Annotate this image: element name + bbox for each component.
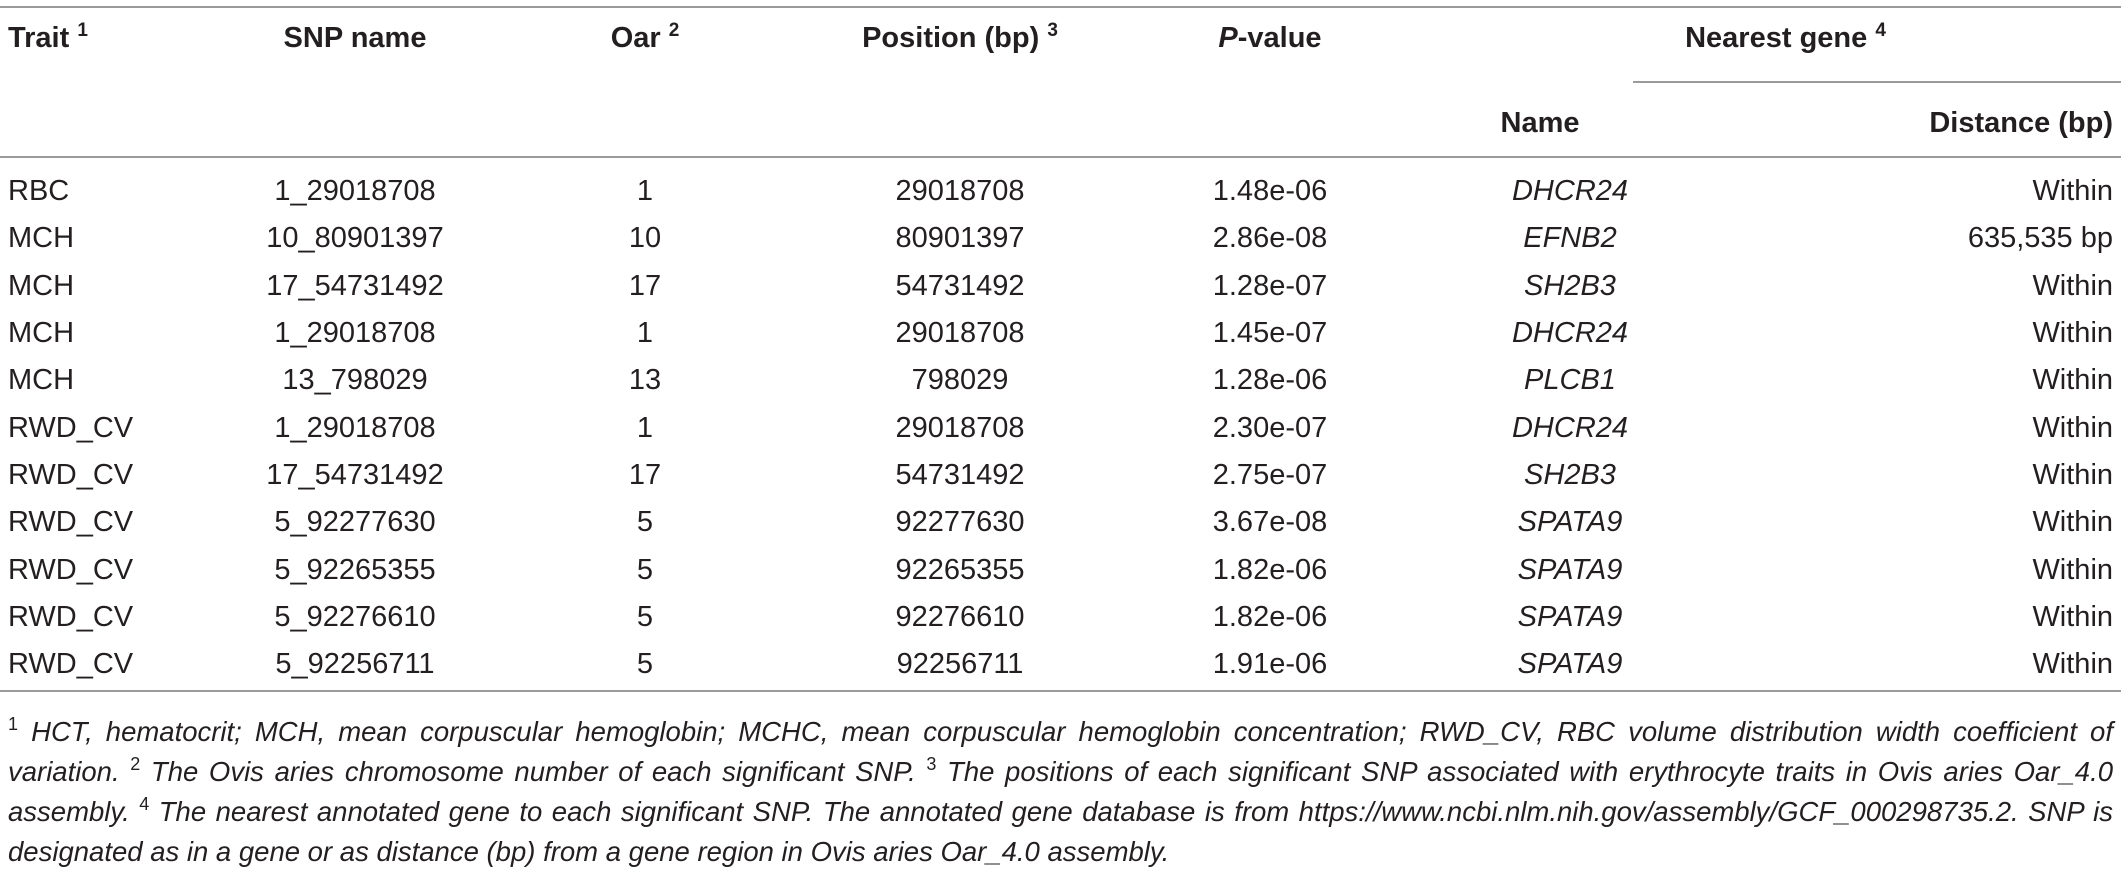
- cell-gene-name: DHCR24: [1511, 317, 1629, 350]
- cell-p-value: 2.30e-07: [1212, 411, 1328, 444]
- cell-p-value: 1.82e-06: [1212, 600, 1328, 633]
- footnote-4: The nearest annotated gene to each significant SNP. The annotated gene database is from https://www.ncbi.nlm.nih.gov/assembly/GCF_000298735.2. SNP is designated as in a gene or as distance (bp) from a gene region in Ovis aries Oar_4.0 assembly.: [8, 796, 2114, 867]
- cell-gene-name: EFNB2: [1523, 222, 1617, 255]
- cell-oar: 1: [636, 411, 654, 444]
- cell-oar: 17: [628, 458, 662, 491]
- cell-gene-name: SPATA9: [1517, 600, 1623, 633]
- cell-trait: RBC: [8, 175, 70, 208]
- cell-snp-name: 5_92256711: [275, 648, 435, 681]
- cell-snp-name: 5_92276610: [274, 600, 436, 633]
- cell-distance: Within: [2032, 364, 2114, 397]
- table-row: [0, 499, 2121, 546]
- cell-gene-name: DHCR24: [1511, 175, 1629, 208]
- cell-distance: Within: [2032, 411, 2114, 444]
- cell-distance: Within: [2032, 269, 2114, 302]
- cell-p-value: 2.75e-07: [1212, 458, 1328, 491]
- cell-snp-name: 13_798029: [282, 364, 428, 397]
- cell-snp-name: 10_80901397: [266, 222, 444, 255]
- cell-trait: RWD_CV: [8, 553, 134, 586]
- cell-oar: 5: [636, 553, 654, 586]
- table-row: [0, 546, 2121, 593]
- table-row: [0, 404, 2121, 451]
- cell-snp-name: 17_54731492: [266, 458, 444, 491]
- cell-distance: Within: [2032, 458, 2114, 491]
- header-oar: Oar $^2$: [610, 20, 680, 54]
- cell-position: 92277630: [895, 506, 1025, 539]
- cell-snp-name: 5_92265355: [274, 553, 436, 586]
- table-body: [0, 156, 2121, 688]
- cell-trait: RWD_CV: [8, 458, 134, 491]
- header-p-value: P-value: [1218, 22, 1322, 54]
- cell-position: 92265355: [895, 553, 1025, 586]
- cell-distance: Within: [2032, 175, 2114, 208]
- table-row: [0, 594, 2121, 641]
- cell-oar: 10: [628, 222, 662, 255]
- cell-gene-name: DHCR24: [1511, 411, 1629, 444]
- cell-distance: Within: [2032, 506, 2114, 539]
- header-nearest-gene: Nearest gene $^4$: [1685, 20, 1886, 54]
- footnote-2: The Ovis aries chromosome number of each significant SNP.: [140, 756, 916, 787]
- header-trait: Trait $^1$: [8, 20, 88, 54]
- cell-position: 29018708: [895, 317, 1025, 350]
- cell-gene-name: SH2B3: [1524, 269, 1616, 302]
- cell-position: 80901397: [895, 222, 1025, 255]
- cell-gene-name: SPATA9: [1517, 648, 1623, 681]
- header-snp-name: SNP name: [283, 22, 427, 54]
- cell-distance: Within: [2032, 317, 2114, 350]
- cell-position: 798029: [911, 364, 1009, 397]
- cell-snp-name: 1_29018708: [274, 317, 436, 350]
- cell-oar: 5: [636, 600, 654, 633]
- table-footnotes: [8, 712, 2113, 872]
- cell-p-value: 1.28e-07: [1212, 269, 1328, 302]
- table-row: [0, 641, 2121, 688]
- cell-distance: 635,535 bp: [1967, 222, 2114, 255]
- table-bottom-rule: [0, 690, 2121, 692]
- cell-gene-name: SPATA9: [1517, 506, 1623, 539]
- table-row: [0, 215, 2121, 262]
- cell-snp-name: 1_29018708: [274, 411, 436, 444]
- cell-position: 29018708: [895, 411, 1025, 444]
- cell-trait: RWD_CV: [8, 411, 134, 444]
- cell-snp-name: 1_29018708: [274, 175, 436, 208]
- cell-trait: MCH: [8, 269, 75, 302]
- cell-snp-name: 17_54731492: [266, 269, 444, 302]
- table-row: [0, 263, 2121, 310]
- cell-p-value: 1.45e-07: [1212, 317, 1328, 350]
- cell-trait: MCH: [8, 222, 75, 255]
- cell-position: 29018708: [895, 175, 1025, 208]
- table-row: [0, 357, 2121, 404]
- header-position: Position (bp) $^3$: [862, 20, 1058, 54]
- cell-p-value: 1.91e-06: [1212, 648, 1328, 681]
- cell-distance: Within: [2032, 553, 2114, 586]
- cell-oar: 5: [636, 648, 654, 681]
- cell-position: 92276610: [895, 600, 1025, 633]
- cell-snp-name: 5_92277630: [274, 506, 436, 539]
- cell-distance: Within: [2032, 648, 2114, 681]
- cell-trait: MCH: [8, 317, 75, 350]
- cell-oar: 1: [636, 175, 654, 208]
- header-distance: Distance (bp): [1929, 107, 2114, 139]
- cell-gene-name: PLCB1: [1524, 364, 1616, 397]
- table-row: [0, 156, 2121, 215]
- cell-trait: MCH: [8, 364, 75, 397]
- header-row-1: [0, 8, 2121, 81]
- cell-trait: RWD_CV: [8, 648, 134, 681]
- cell-oar: 1: [636, 317, 654, 350]
- cell-p-value: 1.48e-06: [1212, 175, 1328, 208]
- cell-oar: 5: [636, 506, 654, 539]
- cell-trait: RWD_CV: [8, 600, 134, 633]
- footnote-3: The positions of each significant SNP associated with erythrocyte traits in Ovis aries Oar_4.0 assembly.: [8, 756, 2114, 827]
- cell-distance: Within: [2032, 600, 2114, 633]
- cell-p-value: 2.86e-08: [1212, 222, 1328, 255]
- footnote-4-marker: 4: [139, 794, 150, 814]
- table-row: [0, 452, 2121, 499]
- cell-trait: RWD_CV: [8, 506, 134, 539]
- cell-gene-name: SH2B3: [1524, 458, 1616, 491]
- cell-position: 54731492: [895, 269, 1025, 302]
- cell-position: 54731492: [895, 458, 1025, 491]
- cell-oar: 17: [628, 269, 662, 302]
- footnote-1-marker: 1: [8, 714, 19, 734]
- cell-oar: 13: [628, 364, 662, 397]
- header-gene-name: Name: [1500, 107, 1580, 139]
- cell-p-value: 3.67e-08: [1212, 506, 1328, 539]
- cell-p-value: 1.82e-06: [1212, 553, 1328, 586]
- cell-p-value: 1.28e-06: [1212, 364, 1328, 397]
- footnote-3-marker: 3: [926, 754, 937, 774]
- snp-association-table: [0, 8, 2121, 688]
- cell-gene-name: SPATA9: [1517, 553, 1623, 586]
- footnote-1: HCT, hematocrit; MCH, mean corpuscular hemoglobin; MCHC, mean corpuscular hemoglobin concentration; RWD_CV, RBC volume distribution width coefficient of variation.: [8, 716, 2113, 787]
- table-row: [0, 310, 2121, 357]
- cell-position: 92256711: [896, 648, 1024, 681]
- footnote-2-marker: 2: [130, 754, 141, 774]
